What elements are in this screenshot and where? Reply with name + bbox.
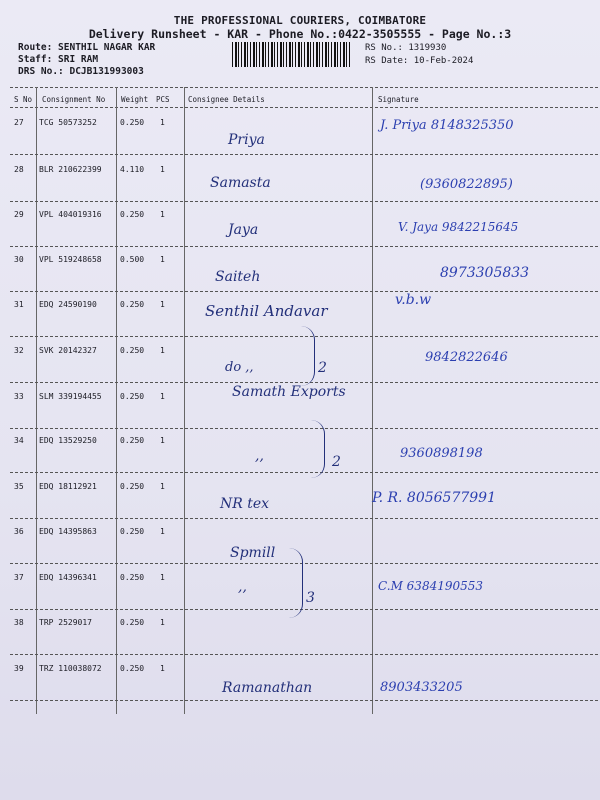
row-sno: 38 — [14, 618, 24, 627]
row-sno: 29 — [14, 210, 24, 219]
group-brace — [310, 420, 325, 478]
row-pcs: 1 — [160, 210, 165, 219]
row-sno: 35 — [14, 482, 24, 491]
row-separator — [10, 518, 598, 519]
row-consignment-no: EDQ 14396341 — [39, 573, 97, 582]
barcode — [232, 42, 350, 67]
row-consignee-name: Spmill — [230, 545, 276, 561]
row-consignee-name: Ramanathan — [222, 680, 313, 696]
col-sno: S No — [14, 95, 33, 104]
row-weight: 0.250 — [120, 392, 145, 401]
row-signature: J. Priya 8148325350 — [380, 118, 514, 133]
row-consignee-name: Samasta — [210, 175, 271, 191]
row-separator — [10, 654, 598, 655]
row-weight: 0.250 — [120, 618, 145, 627]
row-weight: 0.250 — [120, 482, 145, 491]
group-brace — [288, 548, 303, 618]
row-weight: 0.250 — [120, 346, 145, 355]
header-rule — [10, 87, 598, 88]
row-signature: C.M 6384190553 — [378, 579, 484, 593]
col-consignee: Consignee Details — [188, 95, 265, 104]
row-weight: 0.500 — [120, 255, 145, 264]
row-weight: 0.250 — [120, 118, 145, 127]
rs-number: RS No.: 1319930 — [365, 43, 447, 53]
row-consignee-name: ,, — [238, 579, 247, 595]
row-pcs: 1 — [160, 618, 165, 627]
row-consignee-name: Priya — [228, 132, 265, 148]
row-pcs: 1 — [160, 436, 165, 445]
row-signature: 8973305833 — [440, 265, 530, 281]
row-sno: 34 — [14, 436, 24, 445]
col-pcs: PCS — [156, 95, 170, 104]
drs-number: DRS No.: DCJB131993003 — [18, 66, 144, 77]
row-consignment-no: TRP 2529017 — [39, 618, 92, 627]
row-consignment-no: TRZ 110038072 — [39, 664, 102, 673]
row-consignee-name: NR tex — [220, 496, 270, 512]
row-consignment-no: VPL 404019316 — [39, 210, 102, 219]
group-brace — [300, 326, 315, 386]
row-consignment-no: TCG 50573252 — [39, 118, 97, 127]
row-sno: 36 — [14, 527, 24, 536]
company-title: THE PROFESSIONAL COURIERS, COIMBATORE — [173, 14, 427, 27]
row-pcs: 1 — [160, 573, 165, 582]
row-pcs: 1 — [160, 527, 165, 536]
row-signature: v.b.w — [395, 292, 432, 308]
brace-note: 3 — [306, 590, 315, 606]
col-divider — [184, 87, 185, 714]
row-signature: 8903433205 — [380, 680, 463, 695]
route-label: Route: SENTHIL NAGAR KAR — [18, 42, 156, 53]
row-pcs: 1 — [160, 392, 165, 401]
col-consignment: Consignment No — [42, 95, 106, 104]
row-pcs: 1 — [160, 165, 165, 174]
row-consignee-name: do ,, — [225, 360, 254, 375]
row-signature: V. Jaya 9842215645 — [398, 220, 519, 234]
row-separator — [10, 291, 598, 292]
col-divider — [36, 87, 37, 714]
col-weight: Weight — [121, 95, 149, 104]
brace-note: 2 — [318, 360, 327, 376]
row-pcs: 1 — [160, 664, 165, 673]
row-pcs: 1 — [160, 346, 165, 355]
row-consignment-no: EDQ 18112921 — [39, 482, 97, 491]
row-weight: 0.250 — [120, 436, 145, 445]
row-sno: 28 — [14, 165, 24, 174]
row-consignee-name: Senthil Andavar — [205, 302, 328, 320]
row-sno: 30 — [14, 255, 24, 264]
row-separator — [10, 201, 598, 202]
brace-note: 2 — [332, 454, 341, 470]
runsheet-title: Delivery Runsheet - KAR - Phone No.:0422-3505555 - Page No.:3 — [88, 27, 512, 41]
row-separator — [10, 700, 598, 701]
row-signature: (9360822895) — [420, 177, 513, 192]
col-signature: Signature — [378, 95, 419, 104]
row-separator — [10, 563, 598, 564]
row-consignee-name: Samath Exports — [232, 384, 346, 400]
row-consignment-no: VPL 519248658 — [39, 255, 102, 264]
row-weight: 0.250 — [120, 300, 145, 309]
row-weight: 0.250 — [120, 210, 145, 219]
row-pcs: 1 — [160, 118, 165, 127]
row-separator — [10, 472, 598, 473]
row-separator — [10, 609, 598, 610]
row-consignment-no: SLM 339194455 — [39, 392, 102, 401]
row-consignee-name: ,, — [255, 448, 264, 464]
row-pcs: 1 — [160, 482, 165, 491]
staff-label: Staff: SRI RAM — [18, 54, 99, 65]
row-signature: 9360898198 — [400, 446, 483, 461]
row-sno: 31 — [14, 300, 24, 309]
row-consignment-no: SVK 20142327 — [39, 346, 97, 355]
row-weight: 0.250 — [120, 664, 145, 673]
row-separator — [10, 428, 598, 429]
col-divider — [116, 87, 117, 714]
row-separator — [10, 246, 598, 247]
row-sno: 37 — [14, 573, 24, 582]
row-weight: 4.110 — [120, 165, 145, 174]
row-pcs: 1 — [160, 300, 165, 309]
row-sno: 33 — [14, 392, 24, 401]
row-sno: 27 — [14, 118, 24, 127]
row-sno: 32 — [14, 346, 24, 355]
row-consignment-no: EDQ 13529250 — [39, 436, 97, 445]
row-consignment-no: EDQ 24590190 — [39, 300, 97, 309]
rs-date: RS Date: 10-Feb-2024 — [365, 56, 474, 66]
row-signature: P. R. 8056577991 — [372, 490, 496, 506]
row-pcs: 1 — [160, 255, 165, 264]
row-weight: 0.250 — [120, 527, 145, 536]
row-signature: 9842822646 — [425, 350, 508, 365]
row-consignee-name: Jaya — [228, 222, 259, 238]
header-rule-bottom — [10, 107, 598, 108]
row-consignment-no: BLR 210622399 — [39, 165, 102, 174]
row-consignment-no: EDQ 14395863 — [39, 527, 97, 536]
row-separator — [10, 154, 598, 155]
row-weight: 0.250 — [120, 573, 145, 582]
col-divider — [372, 87, 373, 714]
row-sno: 39 — [14, 664, 24, 673]
row-consignee-name: Saiteh — [215, 269, 261, 285]
